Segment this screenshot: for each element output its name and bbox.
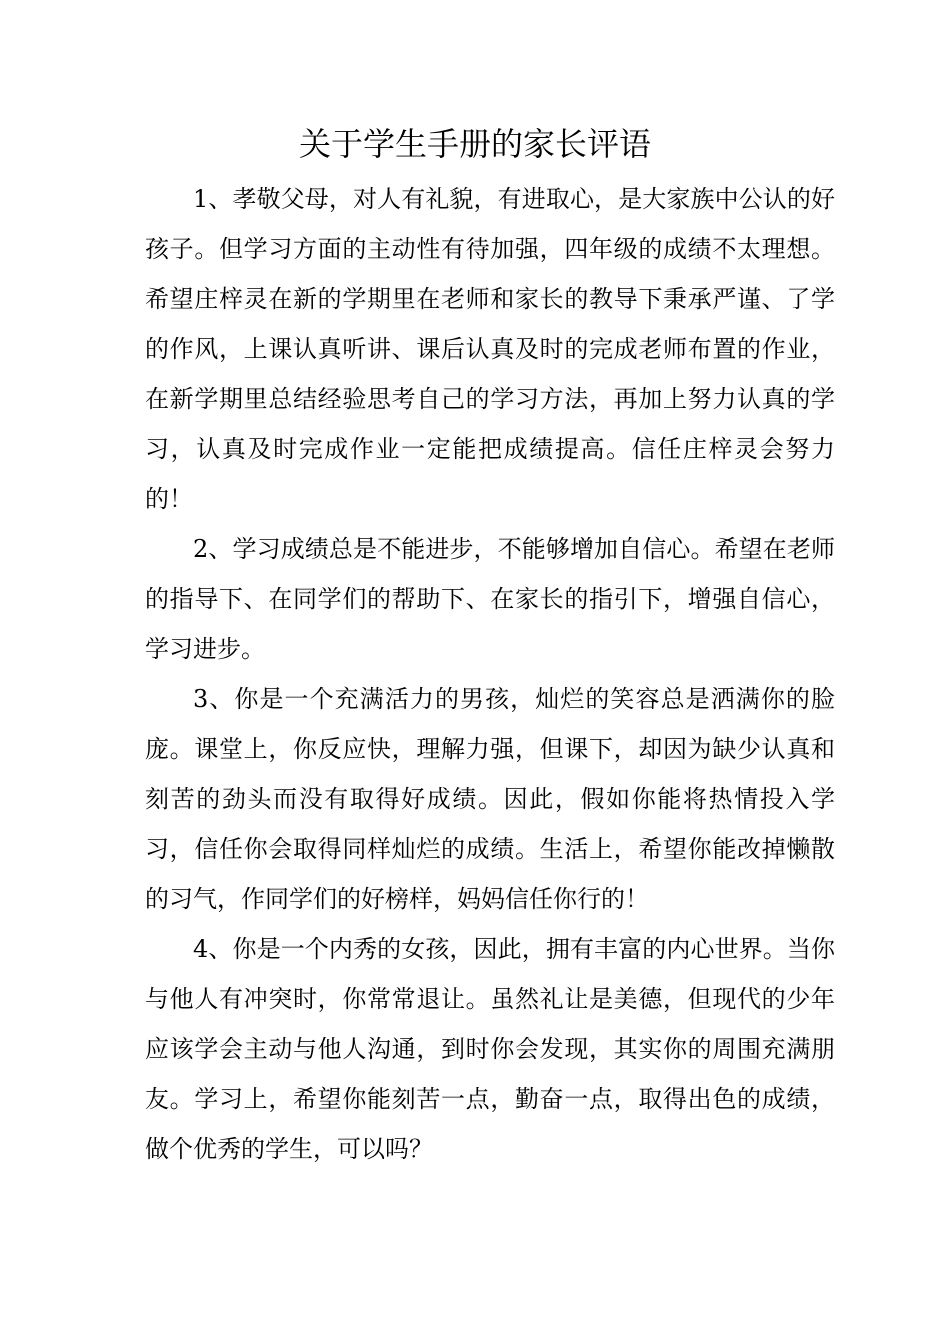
comment-paragraph-4: 4、你是一个内秀的女孩，因此，拥有丰富的内心世界。当你与他人有冲突时，你常常退让。虽然礼让是美德，但现代的少年应该学会主动与他人沟通，到时你会发现，其实你的周围充满朋友。学习上，希望你能刻苦一点，勤奋一点，取得出色的成绩，做个优秀的学生，可以吗？	[145, 935, 835, 1163]
document-body	[145, 174, 835, 1174]
comment-paragraph-2: 2、学习成绩总是不能进步，不能够增加自信心。希望在老师的指导下、在同学们的帮助下、在家长的指引下，增强自信心，学习进步。	[145, 535, 835, 663]
comment-paragraph-3: 3、你是一个充满活力的男孩，灿烂的笑容总是洒满你的脸庞。课堂上，你反应快，理解力强，但课下，却因为缺少认真和刻苦的劲头而没有取得好成绩。因此，假如你能将热情投入学习，信任你会取得同样灿烂的成绩。生活上，希望你能改掉懒散的习气，作同学们的好榜样，妈妈信任你行的！	[145, 685, 835, 913]
document-title: 关于学生手册的家长评语	[298, 125, 651, 163]
comment-paragraph-1: 1、孝敬父母，对人有礼貌，有进取心，是大家族中公认的好孩子。但学习方面的主动性有待加强，四年级的成绩不太理想。希望庄梓灵在新的学期里在老师和家长的教导下秉承严谨、了学的作风，上课认真听讲、课后认真及时的完成老师布置的作业，在新学期里总结经验思考自己的学习方法，再加上努力认真的学习，认真及时完成作业一定能把成绩提高。信任庄梓灵会努力的！	[145, 185, 835, 513]
